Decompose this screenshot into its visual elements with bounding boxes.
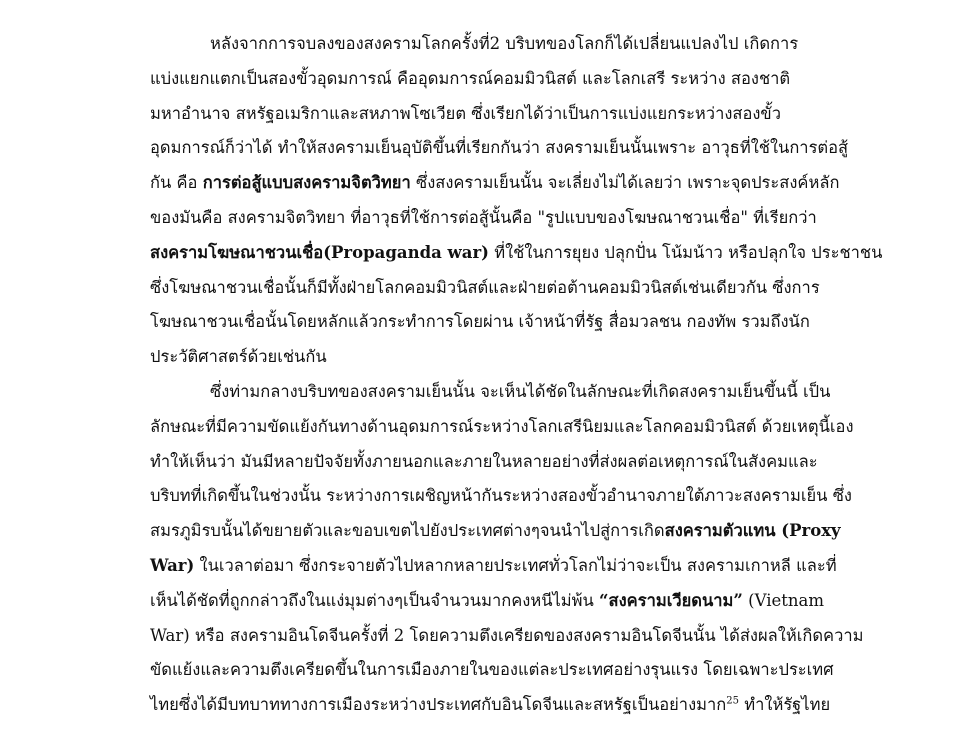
text-line xyxy=(150,619,864,654)
text-run: ซึ่งท่ามกลางบริบทของสงครามเย็นนั้น จะเห็นได้ชัดในลักษณะที่เกิดสงครามเย็นขึ้นนี้ เป็น xyxy=(210,381,831,401)
text-line xyxy=(150,97,838,132)
bold-text: การต่อสู้แบบสงครามจิตวิทยา xyxy=(202,173,411,193)
text-run: อุดมการณ์ก็ว่าได้ ทำให้สงครามเย็นอุบัติขึ้นที่เรียกกันว่า สงครามเย็นนั้นเพราะ อาวุธที่ใช้ในการต่อสู้ xyxy=(150,138,849,158)
text-run: หลังจากการจบลงของสงครามโลกครั้งที่2 บริบทของโลกก็ได้เปลี่ยนแปลงไป เกิดการ xyxy=(210,34,799,53)
text-run: เห็นได้ชัดที่ถูกกล่าวถึงในแง่มุมต่างๆเป็นจำนวนมากคงหนีไม่พ้น xyxy=(150,590,600,610)
text-line xyxy=(150,236,883,271)
text-line xyxy=(150,549,838,584)
paragraph xyxy=(150,375,864,723)
text-line xyxy=(150,340,838,375)
text-run: ประวัติศาสตร์ด้วยเช่นกัน xyxy=(150,347,327,367)
text-line xyxy=(150,653,838,688)
text-run: แบ่งแยกแตกเป็นสองขั้วอุดมการณ์ คืออุดมการณ์คอมมิวนิสต์ และโลกเสรี ระหว่าง สองชาติ xyxy=(150,68,791,88)
text-line xyxy=(150,305,838,340)
text-run: ทำให้เห็นว่า มันมีหลายปัจจัยทั้งภายนอกและภายในหลายอย่างที่ส่งผลต่อเหตุการณ์ในสังคมและ xyxy=(150,451,818,471)
text-run: กัน คือ xyxy=(150,173,203,193)
text-line xyxy=(150,271,838,306)
text-line xyxy=(150,410,854,445)
text-run: ขัดแย้งและความตึงเครียดขึ้นในการเมืองภายในของแต่ละประเทศอย่างรุนแรง โดยเฉพาะประเทศ xyxy=(150,660,834,680)
text-run: ในเวลาต่อมา ซึ่งกระจายตัวไปหลากหลายประเทศทั่วโลกไม่ว่าจะเป็น สงครามเกาหลี และที่ xyxy=(194,555,837,575)
text-line xyxy=(150,131,849,166)
text-run: โฆษณาชวนเชื่อนั้นโดยหลักแล้วกระทำการโดยผ่าน เจ้าหน้าที่รัฐ สื่อมวลชน กองทัพ รวมถึงนัก xyxy=(150,312,810,332)
bold-text: “สงครามเวียดนาม” xyxy=(599,590,743,610)
paragraph xyxy=(150,27,883,375)
document-body xyxy=(150,27,883,723)
text-run: มหาอำนาจ สหรัฐอเมริกาและสหภาพโซเวียต ซึ่งเรียกได้ว่าเป็นการแบ่งแยกระหว่างสองขั้ว xyxy=(150,103,781,123)
footnote-ref: 25 xyxy=(726,695,739,707)
bold-text: สงครามตัวแทน (Proxy xyxy=(664,521,841,541)
text-run: (Vietnam xyxy=(742,590,824,610)
text-run: ที่ใช้ในการยุยง ปลุกปั่น โน้มน้าว หรือปลุกใจ ประชาชน xyxy=(488,242,883,262)
text-line xyxy=(150,688,838,723)
text-run: ซึ่งโฆษณาชวนเชื่อนั้นก็มีทั้งฝ่ายโลกคอมมิวนิสต์และฝ่ายต่อต้านคอมมิวนิสต์เช่นเดียวกัน ซึ่งการ xyxy=(150,277,820,297)
text-line xyxy=(150,62,838,97)
text-run: War) หรือ สงครามอินโดจีนครั้งที่ 2 โดยความตึงเครียดของสงครามอินโดจีนนั้น ได้ส่งผลให้เกิดความ xyxy=(150,625,864,645)
text-line xyxy=(150,375,838,410)
text-run: สมรภูมิรบนั้นได้ขยายตัวและขอบเขตไปยังประเทศต่างๆจนนำไปสู่การเกิด xyxy=(150,521,665,541)
text-line xyxy=(150,445,838,480)
text-run: ไทยซึ่งได้มีบทบาททางการเมืองระหว่างประเทศกับอินโดจีนและสหรัฐเป็นอย่างมาก xyxy=(150,695,727,715)
text-run: ของมันคือ สงครามจิตวิทยา ที่อาวุธที่ใช้การต่อสู้นั้นคือ "รูปแบบของโฆษณาชวนเชื่อ" ที่เรียกว่า xyxy=(150,207,817,227)
text-line xyxy=(150,201,838,236)
bold-text: War) xyxy=(150,555,195,575)
text-line xyxy=(150,584,838,619)
text-run: ลักษณะที่มีความขัดแย้งกันทางด้านอุดมการณ์ระหว่างโลกเสรีนิยมและโลกคอมมิวนิสต์ ด้วยเหตุนี้เอง xyxy=(150,416,854,436)
text-line xyxy=(150,27,838,62)
bold-text: สงครามโฆษณาชวนเชื่อ(Propaganda war) xyxy=(150,242,489,262)
text-run: ซึ่งสงครามเย็นนั้น จะเลี่ยงไม่ได้เลยว่า เพราะจุดประสงค์หลัก xyxy=(410,173,840,193)
text-line xyxy=(150,514,841,549)
text-line xyxy=(150,479,852,514)
text-run: บริบทที่เกิดขึ้นในช่วงนั้น ระหว่างการเผชิญหน้ากันระหว่างสองขั้วอำนาจภายใต้ภาวะสงครามเย็น ซึ่ง xyxy=(150,486,852,506)
text-line xyxy=(150,166,838,201)
text-run: ทำให้รัฐไทย xyxy=(739,695,831,715)
